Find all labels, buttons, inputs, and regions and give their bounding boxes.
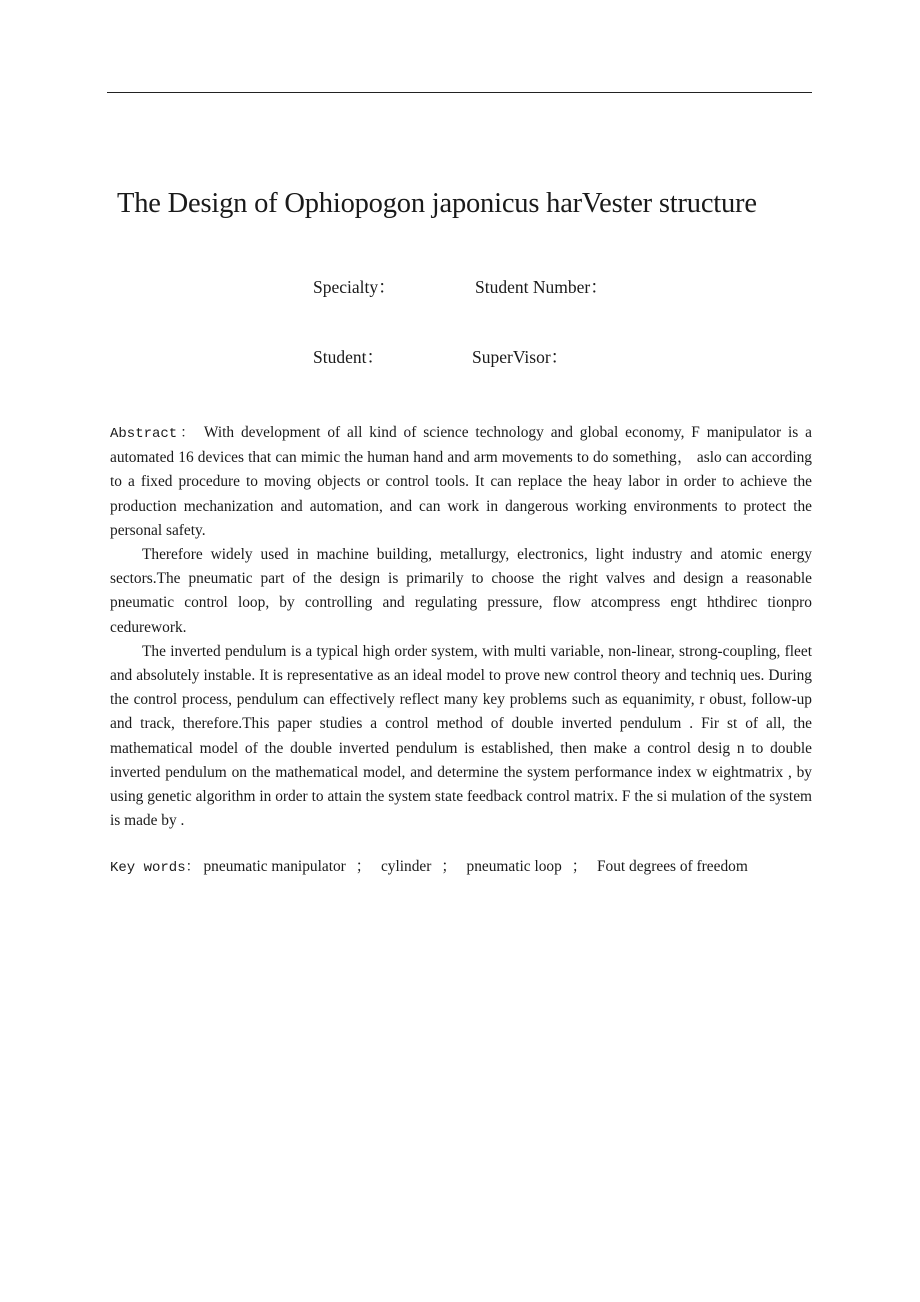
student-label: Student： (313, 347, 384, 367)
abstract-paragraph-1 (110, 421, 812, 543)
student-number-label: Student Number： (475, 277, 608, 297)
keyword-item: pneumatic manipulator (203, 858, 346, 875)
abstract-text-1: With development of all kind of science technology and global economy, F manipulator is a automated 16 devices that can mimic the human hand and arm movements to do something， aslo can according to a fixed procedure to moving objects or control tools. It can replace the heay labor in order to achieve the production mechanization and automation, and can work in dangerous working environments to protect the personal safety. (110, 424, 812, 539)
abstract-label: Abstract： (110, 426, 198, 442)
abstract-paragraph-3: The inverted pendulum is a typical high order system, with multi variable, non-linear, strong-coupling, fleet and absolutely instable. It is representative as an ideal model to prove new control theory and techniq ues. During the control process, pendulum can effectively reflect many key problems such as equanimity, r obust, follow-up and track, therefore.This paper studies a control method of double inverted pendulum . Fir st of all, the mathematical model of the double inverted pendulum is established, then make a control desig n to double inverted pendulum on the mathematical model, and determine the system performance index w eightmatrix , by using genetic algorithm in order to attain the system state feedback control matrix. F the si mulation of the system is made by . (110, 642, 812, 830)
document-title: The Design of Ophiopogon japonicus harVester structure (117, 188, 757, 219)
keyword-separator: ； (441, 858, 457, 875)
keywords-label: Key words： (110, 860, 200, 876)
keyword-separator: ； (571, 858, 588, 875)
keyword-item: pneumatic loop (466, 858, 562, 875)
keywords-line (110, 855, 812, 880)
supervisor-label: SuperVisor： (472, 347, 569, 367)
specialty-label: Specialty： (313, 277, 396, 297)
keyword-separator: ； (355, 858, 372, 875)
keyword-item: Fout degrees of freedom (596, 858, 748, 875)
header-rule (107, 92, 812, 93)
keyword-item: cylinder (380, 858, 432, 875)
abstract-paragraph-2: Therefore widely used in machine building, metallurgy, electronics, light industry and atomic energy sectors.The pneumatic part of the design is primarily to choose the right valves and design a reasonable pneumatic control loop, by controlling and regulating pressure, flow atcompress engt hthdirec tionpro cedurework. (110, 546, 812, 636)
abstract-section (110, 421, 812, 833)
